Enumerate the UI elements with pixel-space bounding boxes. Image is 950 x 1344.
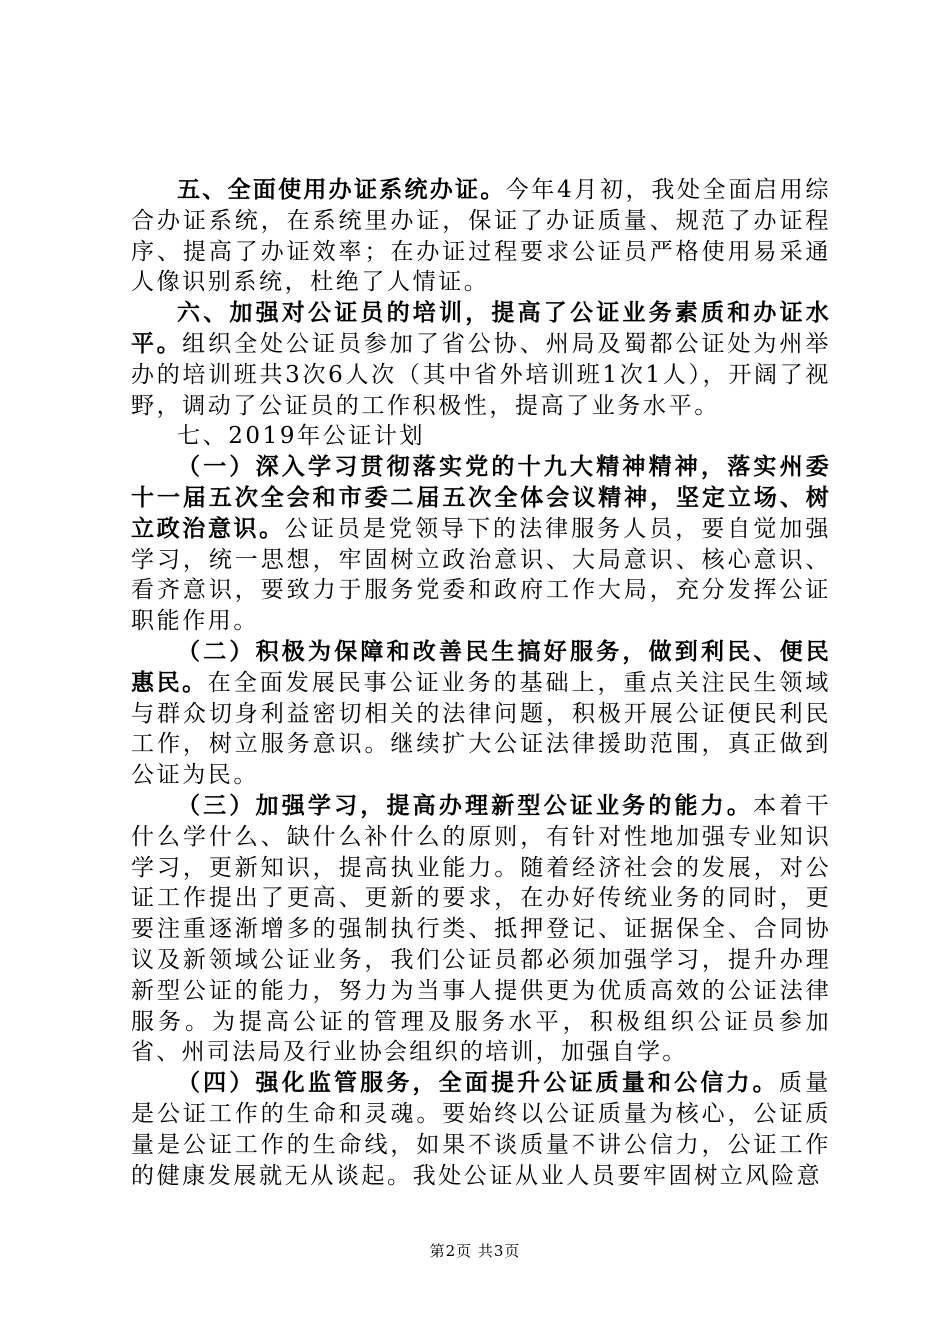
paragraph-heading: （三）加强学习，提高办理新型公证业务的能力。: [177, 792, 754, 819]
paragraph-heading: （一）深入学习贯彻落实党的十九大精神精神，落实州委十一届五次全会和市委二届五次全体会议精神，坚定立场、树立政治意识。: [131, 454, 831, 542]
paragraph-text: 公证员是党领导下的法律服务人员，要自觉加强学习，统一思想，牢固树立政治意识、大局意识、核心意识、看齐意识，要致力于服务党委和政府工作大局，充分发挥公证职能作用。: [131, 515, 832, 635]
paragraph-text: 七、2019年公证计划: [177, 423, 426, 450]
paragraph-text: 质量是公证工作的生命和灵魂。要始终以公证质量为核心，公证质量是公证工作的生命线，如果不谈质量不讲公信力，公证工作的健康发展就无从谈起。我处公证从业人员要牢固树立风险意: [131, 1070, 831, 1189]
paragraph-heading: （二）积极为保障和改善民生搞好服务，做到利民、便民惠民。: [131, 638, 831, 696]
paragraph-heading: 五、全面使用办证系统办证。: [177, 177, 506, 203]
paragraph-5: [131, 175, 831, 298]
plan-item-1: [131, 452, 831, 637]
paragraph-text: 在全面发展民事公证业务的基础上，重点关注民生领域与群众切身利益密切相关的法律问题，积极开展公证便民利民工作，树立服务意识。继续扩大公证法律援助范围，真正做到公证为民。: [131, 669, 831, 789]
plan-item-4: [131, 1068, 831, 1191]
paragraph-text: 今年4月初，我处全面启用综合办证系统，在系统里办证，保证了办证质量、规范了办证程序、提高了办证效率；在办证过程要求公证员严格使用易采通人像识别系统，杜绝了人情证。: [131, 177, 831, 296]
page-footer: 第2页 共3页: [429, 1242, 521, 1260]
plan-item-3: [131, 791, 831, 1068]
paragraph-heading: （四）强化监管服务，全面提升公证质量和公信力。: [177, 1070, 779, 1097]
paragraph-text: 本着干什么学什么、缺什么补什么的原则，有针对性地加强专业知识学习，更新知识，提高执业能力。随着经济社会的发展，对公证工作提出了更高、更新的要求，在办好传统业务的同时，更要注重逐渐增多的强制执行类、抵押登记、证据保全、合同协议及新领域公证业务，我们公证员都必须加强学习，提升办理新型公证的能力，努力为当事人提供更为优质高效的公证法律服务。为提高公证的管理及服务水平，积极组织公证员参加省、州司法局及行业协会组织的培训，加强自学。: [131, 792, 831, 1066]
paragraph-text: 组织全处公证员参加了省公协、州局及蜀都公证处为州举办的培训班共3次6人次（其中省外培训班1次1人），开阔了视野，调动了公证员的工作积极性，提高了业务水平。: [131, 330, 831, 419]
paragraph-6: [131, 298, 831, 421]
plan-item-2: [131, 637, 831, 791]
document-body: [131, 175, 831, 1191]
paragraph-heading: 六、加强对公证员的培训，提高了公证业务素质和办证水平。: [131, 300, 831, 357]
paragraph-7-title: [131, 421, 831, 452]
